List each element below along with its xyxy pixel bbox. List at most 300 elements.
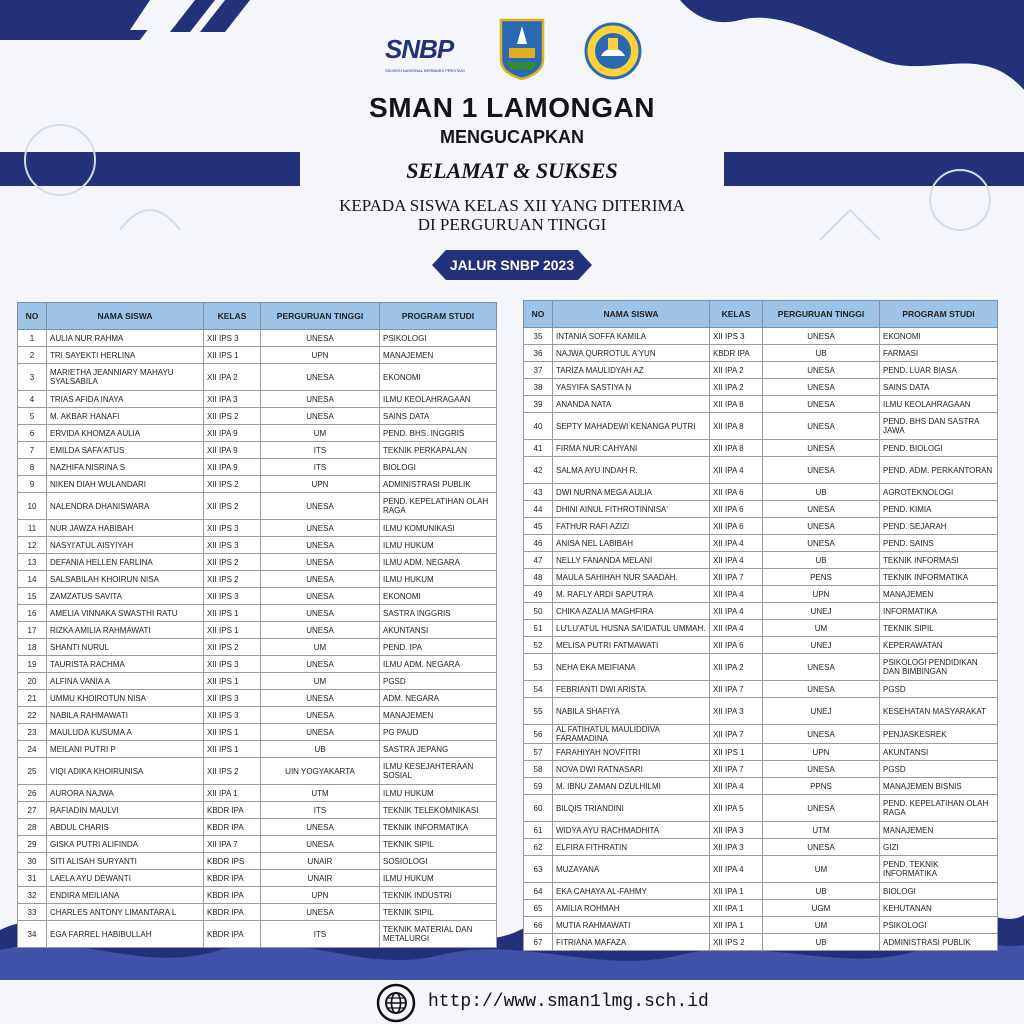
cell-no: 9 [18, 476, 47, 493]
cell-no: 30 [18, 853, 47, 870]
cell-kelas: XII IPA 4 [710, 620, 763, 637]
table-row [18, 537, 497, 554]
cell-no: 10 [18, 493, 47, 520]
cell-pt: UPN [261, 887, 380, 904]
table-row [524, 413, 998, 440]
cell-prodi: ADMINISTRASI PUBLIK [380, 476, 497, 493]
cell-nama: INTANIA SOFFA KAMILA [553, 328, 710, 345]
cell-no: 53 [524, 654, 553, 681]
cell-kelas: XII IPA 9 [204, 459, 261, 476]
table-row [18, 622, 497, 639]
cell-kelas: XII IPA 4 [710, 535, 763, 552]
cell-prodi: TEKNIK SIPIL [380, 904, 497, 921]
cell-pt: UNESA [261, 622, 380, 639]
cell-kelas: XII IPA 4 [710, 586, 763, 603]
cell-no: 16 [18, 605, 47, 622]
cell-no: 6 [18, 425, 47, 442]
cell-kelas: XII IPA 2 [710, 379, 763, 396]
table-row [18, 887, 497, 904]
cell-nama: EMILDA SAFA'ATUS [47, 442, 204, 459]
cell-no: 31 [18, 870, 47, 887]
mengucapkan-text: MENGUCAPKAN [440, 127, 584, 147]
cell-pt: UM [763, 620, 880, 637]
logo-row [0, 18, 1024, 88]
cell-nama: NAJWA QURROTUL A'YUN [553, 345, 710, 362]
cell-pt: ITS [261, 459, 380, 476]
cell-kelas: XII IPS 2 [204, 571, 261, 588]
globe-icon [376, 983, 416, 1023]
table-row [18, 802, 497, 819]
table-row [18, 870, 497, 887]
table-row [524, 379, 998, 396]
cell-kelas: XII IPS 3 [204, 707, 261, 724]
cell-nama: AULIA NUR RAHMA [47, 330, 204, 347]
cell-no: 55 [524, 698, 553, 725]
cell-prodi: PSIKOLOGI [380, 330, 497, 347]
cell-prodi: EKONOMI [380, 588, 497, 605]
table-row [524, 603, 998, 620]
cell-pt: UNESA [261, 330, 380, 347]
cell-no: 14 [18, 571, 47, 588]
table-row [18, 836, 497, 853]
cell-pt: UNESA [763, 328, 880, 345]
cell-prodi: PSIKOLOGI PENDIDIKAN DAN BIMBINGAN [880, 654, 998, 681]
cell-prodi: SAINS DATA [880, 379, 998, 396]
cell-prodi: GIZI [880, 839, 998, 856]
cell-nama: NABILA SHAFIYA [553, 698, 710, 725]
table-row [18, 707, 497, 724]
cell-kelas: XII IPS 2 [204, 758, 261, 785]
table-row [524, 822, 998, 839]
cell-pt: UPN [763, 744, 880, 761]
cell-no: 47 [524, 552, 553, 569]
cell-nama: FIRMA NUR CAHYANI [553, 440, 710, 457]
table-row [524, 795, 998, 822]
cell-no: 44 [524, 501, 553, 518]
cell-kelas: XII IPS 3 [204, 330, 261, 347]
cell-no: 36 [524, 345, 553, 362]
cell-pt: UNESA [763, 681, 880, 698]
table-row [524, 345, 998, 362]
cell-pt: UNESA [261, 707, 380, 724]
cell-prodi: BIOLOGI [380, 459, 497, 476]
table-row [18, 520, 497, 537]
col-no: NO [18, 303, 47, 330]
table-row [524, 501, 998, 518]
cell-nama: MELISA PUTRI FATMAWATI [553, 637, 710, 654]
kepada-text [0, 196, 1024, 234]
cell-nama: FATHUR RAFI AZIZI [553, 518, 710, 535]
cell-prodi: SOSIOLOGI [380, 853, 497, 870]
cell-kelas: KBDR IPA [204, 870, 261, 887]
cell-kelas: XII IPA 4 [710, 603, 763, 620]
table-row [18, 904, 497, 921]
kepada-line-2: DI PERGURUAN TINGGI [417, 215, 607, 234]
cell-kelas: XII IPA 4 [710, 457, 763, 484]
snbp-logo-subtext: SELEKSI NASIONAL BERBASIS PRESTASI [385, 68, 465, 73]
snbp-logo [385, 32, 477, 80]
cell-nama: EGA FARREL HABIBULLAH [47, 921, 204, 948]
table-row [524, 440, 998, 457]
cell-pt: UNESA [763, 413, 880, 440]
cell-no: 8 [18, 459, 47, 476]
cell-nama: NOVA DWI RATNASARI [553, 761, 710, 778]
cell-prodi: TEKNIK INFORMASI [880, 552, 998, 569]
cell-kelas: XII IPA 1 [710, 900, 763, 917]
cell-kelas: XII IPS 2 [204, 408, 261, 425]
cell-kelas: XII IPA 3 [710, 839, 763, 856]
cell-pt: ITS [261, 921, 380, 948]
cell-prodi: TEKNIK MATERIAL DAN METALURGI [380, 921, 497, 948]
cell-pt: UNESA [763, 725, 880, 744]
cell-nama: ERVIDA KHOMZA AULIA [47, 425, 204, 442]
col-pt: PERGURUAN TINGGI [261, 303, 380, 330]
cell-kelas: XII IPA 6 [710, 637, 763, 654]
cell-no: 27 [18, 802, 47, 819]
table-row [18, 391, 497, 408]
cell-kelas: XII IPA 9 [204, 442, 261, 459]
cell-pt: UNESA [763, 518, 880, 535]
snbp-logo-text: SNBP [385, 34, 454, 64]
cell-pt: UNESA [261, 904, 380, 921]
cell-nama: FARAHIYAH NOVFITRI [553, 744, 710, 761]
table-row [524, 778, 998, 795]
cell-prodi: PEND. ADM. PERKANTORAN [880, 457, 998, 484]
table-row [524, 457, 998, 484]
cell-kelas: KBDR IPA [710, 345, 763, 362]
cell-no: 61 [524, 822, 553, 839]
cell-kelas: KBDR IPA [204, 819, 261, 836]
cell-prodi: SAINS DATA [380, 408, 497, 425]
cell-pt: UPN [261, 476, 380, 493]
table-row [524, 934, 998, 951]
cell-pt: UIN YOGYAKARTA [261, 758, 380, 785]
table-row [18, 476, 497, 493]
cell-nama: MUTIA RAHMAWATI [553, 917, 710, 934]
cell-no: 50 [524, 603, 553, 620]
table-row [18, 690, 497, 707]
cell-prodi: EKONOMI [880, 328, 998, 345]
cell-pt: UM [261, 425, 380, 442]
cell-prodi: AKUNTANSI [880, 744, 998, 761]
cell-no: 25 [18, 758, 47, 785]
cell-pt: UNESA [763, 501, 880, 518]
cell-pt: UB [763, 552, 880, 569]
cell-nama: AMELIA VINNAKA SWASTHI RATU [47, 605, 204, 622]
cell-prodi: ILMU ADM. NEGARA [380, 656, 497, 673]
table-row [18, 425, 497, 442]
cell-kelas: XII IPS 1 [204, 724, 261, 741]
cell-nama: TAURISTA RACHMA [47, 656, 204, 673]
cell-prodi: ADMINISTRASI PUBLIK [880, 934, 998, 951]
cell-pt: UM [261, 673, 380, 690]
cell-kelas: XII IPA 3 [710, 822, 763, 839]
cell-prodi: PEND. KEPELATIHAN OLAH RAGA [380, 493, 497, 520]
cell-kelas: XII IPS 3 [204, 588, 261, 605]
table-row [18, 554, 497, 571]
table-row [524, 761, 998, 778]
cell-prodi: PEND. BIOLOGI [880, 440, 998, 457]
cell-prodi: PEND. LUAR BIASA [880, 362, 998, 379]
cell-pt: UNESA [763, 396, 880, 413]
table-row [524, 396, 998, 413]
cell-nama: GISKA PUTRI ALIFINDA [47, 836, 204, 853]
cell-no: 35 [524, 328, 553, 345]
cell-pt: UNESA [261, 819, 380, 836]
cell-kelas: XII IPA 4 [710, 778, 763, 795]
cell-nama: SHANTI NURUL [47, 639, 204, 656]
cell-prodi: KEHUTANAN [880, 900, 998, 917]
website-link[interactable]: http://www.sman1lmg.sch.id [428, 992, 709, 1012]
cell-pt: UNESA [763, 761, 880, 778]
cell-no: 24 [18, 741, 47, 758]
jalur-badge [432, 250, 592, 280]
cell-kelas: XII IPA 7 [710, 681, 763, 698]
cell-prodi: PEND. KEPELATIHAN OLAH RAGA [880, 795, 998, 822]
cell-pt: UNESA [261, 605, 380, 622]
cell-no: 41 [524, 440, 553, 457]
cell-nama: NELLY FANANDA MELANI [553, 552, 710, 569]
cell-nama: EKA CAHAYA AL-FAHMY [553, 883, 710, 900]
cell-pt: UNESA [763, 535, 880, 552]
cell-pt: UNESA [261, 408, 380, 425]
cell-nama: SEPTY MAHADEWI KENANGA PUTRI [553, 413, 710, 440]
cell-no: 40 [524, 413, 553, 440]
cell-nama: NEHA EKA MEIFIANA [553, 654, 710, 681]
cell-nama: ZAMZATUS SAVITA [47, 588, 204, 605]
cell-no: 21 [18, 690, 47, 707]
header [0, 0, 1024, 300]
cell-nama: LAELA AYU DEWANTI [47, 870, 204, 887]
cell-nama: SALMA AYU INDAH R. [553, 457, 710, 484]
cell-nama: VIQI ADIKA KHOIRUNISA [47, 758, 204, 785]
cell-no: 65 [524, 900, 553, 917]
cell-nama: MAULUDA KUSUMA A [47, 724, 204, 741]
cell-prodi: ILMU HUKUM [380, 870, 497, 887]
cell-no: 22 [18, 707, 47, 724]
cell-no: 3 [18, 364, 47, 391]
col-pt: PERGURUAN TINGGI [763, 301, 880, 328]
cell-kelas: XII IPA 2 [710, 654, 763, 681]
col-no: NO [524, 301, 553, 328]
cell-kelas: XII IPA 1 [710, 917, 763, 934]
table-row [524, 518, 998, 535]
cell-kelas: KBDR IPA [204, 921, 261, 948]
cell-prodi: MANAJEMEN [380, 707, 497, 724]
table-row [524, 725, 998, 744]
table-row [18, 853, 497, 870]
cell-nama: TRIAS AFIDA INAYA [47, 391, 204, 408]
cell-nama: M. IBNU ZAMAN DZULHILMI [553, 778, 710, 795]
cell-nama: SALSABILAH KHOIRUN NISA [47, 571, 204, 588]
cell-no: 12 [18, 537, 47, 554]
cell-no: 45 [524, 518, 553, 535]
cell-pt: UNAIR [261, 870, 380, 887]
cell-pt: UNEJ [763, 637, 880, 654]
cell-no: 66 [524, 917, 553, 934]
cell-nama: FEBRIANTI DWI ARISTA [553, 681, 710, 698]
cell-kelas: XII IPA 6 [710, 484, 763, 501]
cell-nama: WIDYA AYU RACHMADHITA [553, 822, 710, 839]
table-row [524, 620, 998, 637]
cell-prodi: PEND. IPA [380, 639, 497, 656]
cell-nama: DWI NURNA MEGA AULIA [553, 484, 710, 501]
cell-prodi: ILMU KEOLAHRAGAAN [380, 391, 497, 408]
table-row [18, 588, 497, 605]
cell-nama: ABDUL CHARIS [47, 819, 204, 836]
table-row [18, 921, 497, 948]
table-body-right [524, 328, 998, 951]
cell-pt: UGM [763, 900, 880, 917]
cell-pt: UM [763, 856, 880, 883]
cell-pt: UB [763, 484, 880, 501]
cell-nama: MEILANI PUTRI P [47, 741, 204, 758]
cell-pt: UNESA [763, 440, 880, 457]
cell-nama: ALFINA VANIA A [47, 673, 204, 690]
lamongan-emblem-icon [584, 22, 642, 80]
cell-no: 38 [524, 379, 553, 396]
cell-prodi: PEND. KIMIA [880, 501, 998, 518]
cell-prodi: TEKNIK SIPIL [880, 620, 998, 637]
cell-kelas: XII IPS 1 [204, 605, 261, 622]
cell-nama: M. RAFLY ARDI SAPUTRA [553, 586, 710, 603]
table-row [18, 639, 497, 656]
cell-no: 42 [524, 457, 553, 484]
cell-kelas: XII IPA 4 [710, 552, 763, 569]
cell-pt: UTM [261, 785, 380, 802]
cell-nama: ANANDA NATA [553, 396, 710, 413]
cell-no: 2 [18, 347, 47, 364]
table-row [524, 654, 998, 681]
cell-pt: PENS [763, 569, 880, 586]
cell-kelas: XII IPA 9 [204, 425, 261, 442]
cell-no: 15 [18, 588, 47, 605]
cell-nama: BILQIS TRIANDINI [553, 795, 710, 822]
students-table-right [523, 300, 998, 951]
cell-prodi: PGSD [380, 673, 497, 690]
cell-kelas: XII IPS 3 [204, 656, 261, 673]
table-row [524, 839, 998, 856]
cell-no: 37 [524, 362, 553, 379]
cell-pt: UNESA [261, 537, 380, 554]
cell-nama: NASYI'ATUL AISYIYAH [47, 537, 204, 554]
table-row [524, 328, 998, 345]
cell-pt: UB [763, 883, 880, 900]
table-body-left [18, 330, 497, 948]
cell-kelas: XII IPA 3 [710, 698, 763, 725]
cell-prodi: PEND. BHS DAN SASTRA JAWA [880, 413, 998, 440]
cell-kelas: XII IPA 6 [710, 501, 763, 518]
cell-prodi: BIOLOGI [880, 883, 998, 900]
cell-no: 58 [524, 761, 553, 778]
cell-prodi: PGSD [880, 681, 998, 698]
cell-kelas: XII IPS 1 [204, 741, 261, 758]
cell-kelas: XII IPS 1 [710, 744, 763, 761]
cell-pt: UNESA [261, 836, 380, 853]
cell-no: 34 [18, 921, 47, 948]
cell-pt: ITS [261, 442, 380, 459]
cell-prodi: MANAJEMEN BISNIS [880, 778, 998, 795]
cell-pt: UPN [763, 586, 880, 603]
table-row [18, 347, 497, 364]
cell-kelas: XII IPA 1 [204, 785, 261, 802]
table-row [18, 442, 497, 459]
table-row [524, 637, 998, 654]
cell-nama: TRI SAYEKTI HERLINA [47, 347, 204, 364]
cell-kelas: XII IPS 2 [710, 934, 763, 951]
cell-pt: UNAIR [261, 853, 380, 870]
cell-nama: ENDIRA MEILIANA [47, 887, 204, 904]
cell-no: 13 [18, 554, 47, 571]
table-row [18, 605, 497, 622]
cell-pt: UM [261, 639, 380, 656]
cell-pt: PPNS [763, 778, 880, 795]
cell-no: 60 [524, 795, 553, 822]
cell-no: 26 [18, 785, 47, 802]
cell-prodi: ILMU KEOLAHRAGAAN [880, 396, 998, 413]
cell-nama: AURORA NAJWA [47, 785, 204, 802]
cell-prodi: PEND. SEJARAH [880, 518, 998, 535]
cell-pt: UNESA [261, 724, 380, 741]
cell-nama: NUR JAWZA HABIBAH [47, 520, 204, 537]
cell-nama: NIKEN DIAH WULANDARI [47, 476, 204, 493]
cell-pt: UM [763, 917, 880, 934]
table-header-row [524, 301, 998, 328]
cell-kelas: XII IPA 2 [710, 362, 763, 379]
cell-prodi: INFORMATIKA [880, 603, 998, 620]
cell-pt: UNESA [261, 571, 380, 588]
cell-prodi: PENJASKESREK [880, 725, 998, 744]
cell-prodi: AGROTEKNOLOGI [880, 484, 998, 501]
cell-prodi: PEND. BHS. INGGRIS [380, 425, 497, 442]
cell-nama: AMILIA ROHMAH [553, 900, 710, 917]
cell-pt: UTM [763, 822, 880, 839]
cell-nama: ELFIRA FITHRATIN [553, 839, 710, 856]
cell-kelas: KBDR IPA [204, 802, 261, 819]
cell-pt: UB [763, 345, 880, 362]
table-row [524, 744, 998, 761]
cell-nama: RIZKA AMILIA RAHMAWATI [47, 622, 204, 639]
cell-no: 32 [18, 887, 47, 904]
table-row [524, 883, 998, 900]
cell-no: 20 [18, 673, 47, 690]
col-nama: NAMA SISWA [47, 303, 204, 330]
cell-prodi: ILMU KESEJAHTERAAN SOSIAL [380, 758, 497, 785]
cell-prodi: MANAJEMEN [880, 586, 998, 603]
cell-nama: MUZAYANA [553, 856, 710, 883]
table-row [18, 408, 497, 425]
cell-kelas: XII IPA 6 [710, 518, 763, 535]
table-row [18, 656, 497, 673]
table-row [18, 819, 497, 836]
cell-prodi: PEND. TEKNIK INFORMATIKA [880, 856, 998, 883]
cell-pt: UNESA [763, 839, 880, 856]
cell-no: 48 [524, 569, 553, 586]
col-prodi: PROGRAM STUDI [380, 303, 497, 330]
cell-pt: UPN [261, 347, 380, 364]
cell-nama: MARIETHA JEANNIARY MAHAYU SYALSABILA [47, 364, 204, 391]
cell-prodi: MANAJEMEN [880, 822, 998, 839]
table-row [18, 459, 497, 476]
cell-no: 46 [524, 535, 553, 552]
table-row [524, 535, 998, 552]
cell-pt: UNESA [261, 656, 380, 673]
cell-nama: ANISA NEL LABIBAH [553, 535, 710, 552]
cell-kelas: KBDR IPA [204, 887, 261, 904]
east-java-emblem-icon [497, 18, 547, 80]
table-row [18, 741, 497, 758]
cell-no: 67 [524, 934, 553, 951]
